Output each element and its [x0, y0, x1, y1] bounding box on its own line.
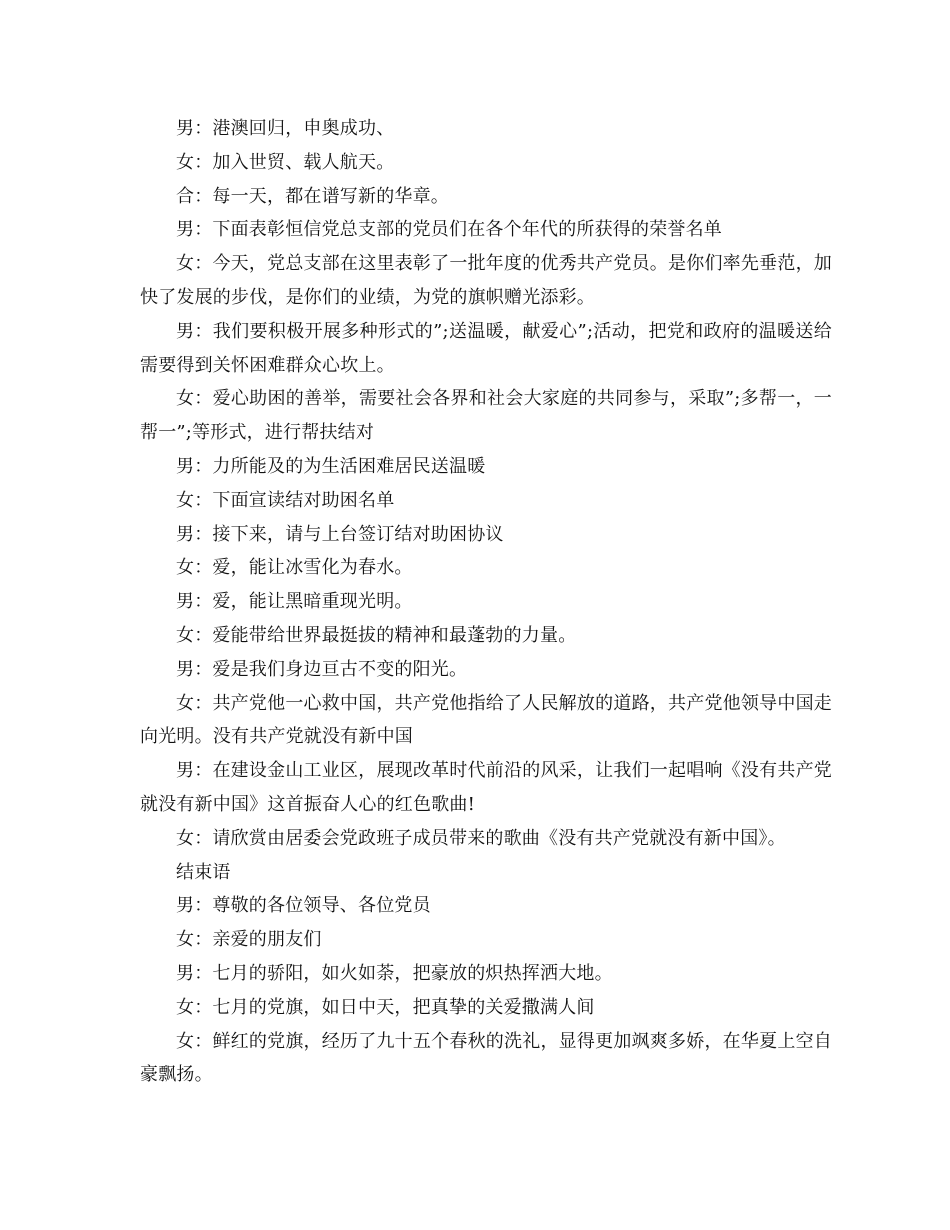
paragraph: 男：七月的骄阳，如火如荼，把豪放的炽热挥洒大地。	[176, 962, 613, 984]
paragraph: 女：今天，党总支部在这里表彰了一批年度的优秀共产党员。是你们率先垂范，加快了发展的步伐，是你们的业绩，为党的旗帜赠光添彩。	[140, 253, 832, 308]
paragraph: 男：接下来，请与上台签订结对助困协议	[176, 523, 504, 545]
paragraph: 女：爱，能让冰雪化为春水。	[176, 557, 413, 579]
paragraph: 男：港澳回归，申奥成功、	[176, 118, 395, 139]
document-body	[140, 112, 832, 1092]
paragraph: 女：请欣赏由居委会党政班子成员带来的歌曲《没有共产党就没有新中国》。	[176, 827, 786, 849]
paragraph: 合：每一天，都在谱写新的华章。	[176, 185, 449, 207]
paragraph: 男：下面表彰恒信党总支部的党员们在各个年代的所获得的荣誉名单	[176, 219, 722, 241]
paragraph: 男：力所能及的为生活困难居民送温暖	[176, 455, 486, 477]
section-heading: 结束语	[176, 861, 231, 883]
paragraph: 女：加入世贸、载人航天。	[176, 151, 395, 173]
paragraph: 女：爱能带给世界最挺拔的精神和最蓬勃的力量。	[176, 624, 577, 646]
paragraph: 男：我们要积极开展多种形式的”;送温暖，献爱心”;活动，把党和政府的温暖送给需要得到关怀困难群众心坎上。	[140, 320, 832, 376]
paragraph: 女：七月的党旗，如日中天，把真挚的关爱撒满人间	[176, 996, 595, 1018]
paragraph: 女：爱心助困的善举，需要社会各界和社会大家庭的共同参与，采取”;多帮一，一帮一”;等形式，进行帮扶结对	[140, 388, 832, 444]
paragraph: 女：下面宣读结对助困名单	[176, 489, 395, 511]
paragraph: 女：鲜红的党旗，经历了九十五个春秋的洗礼，显得更加飒爽多娇，在华夏上空自豪飘扬。	[140, 1030, 832, 1086]
paragraph: 男：在建设金山工业区，展现改革时代前沿的风采，让我们一起唱响《没有共产党就没有新中国》这首振奋人心的红色歌曲!	[140, 760, 832, 815]
paragraph: 男：爱，能让黑暗重现光明。	[176, 591, 413, 613]
paragraph: 女：亲爱的朋友们	[176, 929, 322, 951]
paragraph: 男：尊敬的各位领导、各位党员	[176, 895, 431, 917]
paragraph: 男：爱是我们身边亘古不变的阳光。	[176, 658, 468, 680]
paragraph: 女：共产党他一心救中国，共产党他指给了人民解放的道路，共产党他领导中国走向光明。没有共产党就没有新中国	[140, 692, 832, 748]
